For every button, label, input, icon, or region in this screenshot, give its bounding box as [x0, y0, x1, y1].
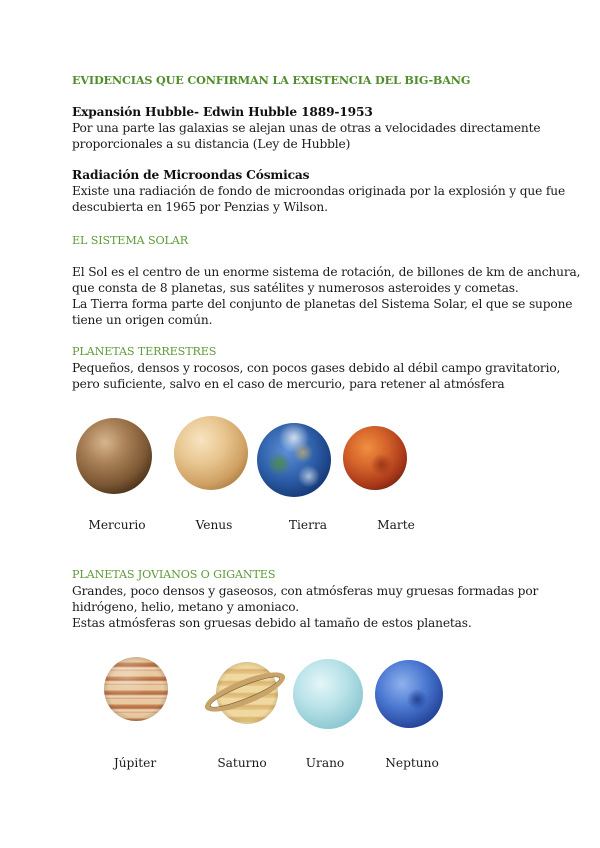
solar-text-line: que consta de 8 planetas, sus satélites y numerosos asteroides y cometas.	[72, 281, 519, 295]
jovian-heading: PLANETAS JOVIANOS O GIGANTES	[72, 568, 276, 581]
venus-label: Venus	[195, 518, 233, 532]
terrestrial-text-line: Pequeños, densos y rocosos, con pocos gases debido al débil campo gravitatorio,	[72, 361, 561, 375]
neptune-label: Neptuno	[385, 756, 439, 770]
jovian-text-line: Estas atmósferas son gruesas debido al tamaño de estos planetas.	[72, 616, 472, 630]
neptune-image	[375, 660, 443, 728]
saturn-label: Saturno	[217, 756, 267, 770]
saturn-image	[202, 652, 284, 734]
solar-text-line: La Tierra forma parte del conjunto de planetas del Sistema Solar, el que se supone	[72, 297, 573, 311]
main-heading: EVIDENCIAS QUE CONFIRMAN LA EXISTENCIA DEL BIG-BANG	[72, 73, 471, 87]
earth-image	[257, 423, 331, 497]
uranus-image	[293, 659, 363, 729]
jovian-text	[72, 583, 542, 631]
solar-text-line: El Sol es el centro de un enorme sistema de rotación, de billones de km de anchura,	[72, 265, 581, 279]
jupiter-image	[104, 657, 168, 721]
mars-label: Marte	[377, 518, 415, 532]
mercury-image	[76, 418, 152, 494]
solar-text-line: tiene un origen común.	[72, 313, 213, 327]
microwave-title: Radiación de Microondas Cósmicas	[72, 168, 310, 182]
jovian-text-line: hidrógeno, helio, metano y amoniaco.	[72, 600, 299, 614]
microwave-section	[72, 167, 566, 215]
terrestrial-text	[72, 360, 561, 392]
terrestrial-heading: PLANETAS TERRESTRES	[72, 345, 217, 358]
microwave-text-line: Existe una radiación de fondo de microondas originada por la explosión y que fue	[72, 184, 566, 198]
hubble-text-line: Por una parte las galaxias se alejan unas de otras a velocidades directamente	[72, 121, 541, 135]
solar-system-text	[72, 264, 581, 328]
solar-system-heading: EL SISTEMA SOLAR	[72, 234, 188, 247]
jupiter-label: Júpiter	[113, 756, 157, 770]
mercury-label: Mercurio	[88, 518, 146, 532]
venus-image	[174, 416, 248, 490]
hubble-title: Expansión Hubble- Edwin Hubble 1889-1953	[72, 105, 373, 119]
hubble-text-line: proporcionales a su distancia (Ley de Hubble)	[72, 137, 351, 151]
earth-label: Tierra	[288, 518, 328, 532]
hubble-section	[72, 104, 542, 152]
uranus-label: Urano	[305, 756, 345, 770]
microwave-text-line: descubierta en 1965 por Penzias y Wilson.	[72, 200, 328, 214]
jovian-text-line: Grandes, poco densos y gaseosos, con atmósferas muy gruesas formadas por	[72, 584, 539, 598]
terrestrial-text-line: pero suficiente, salvo en el caso de mercurio, para retener al atmósfera	[72, 377, 505, 391]
mars-image	[343, 426, 407, 490]
